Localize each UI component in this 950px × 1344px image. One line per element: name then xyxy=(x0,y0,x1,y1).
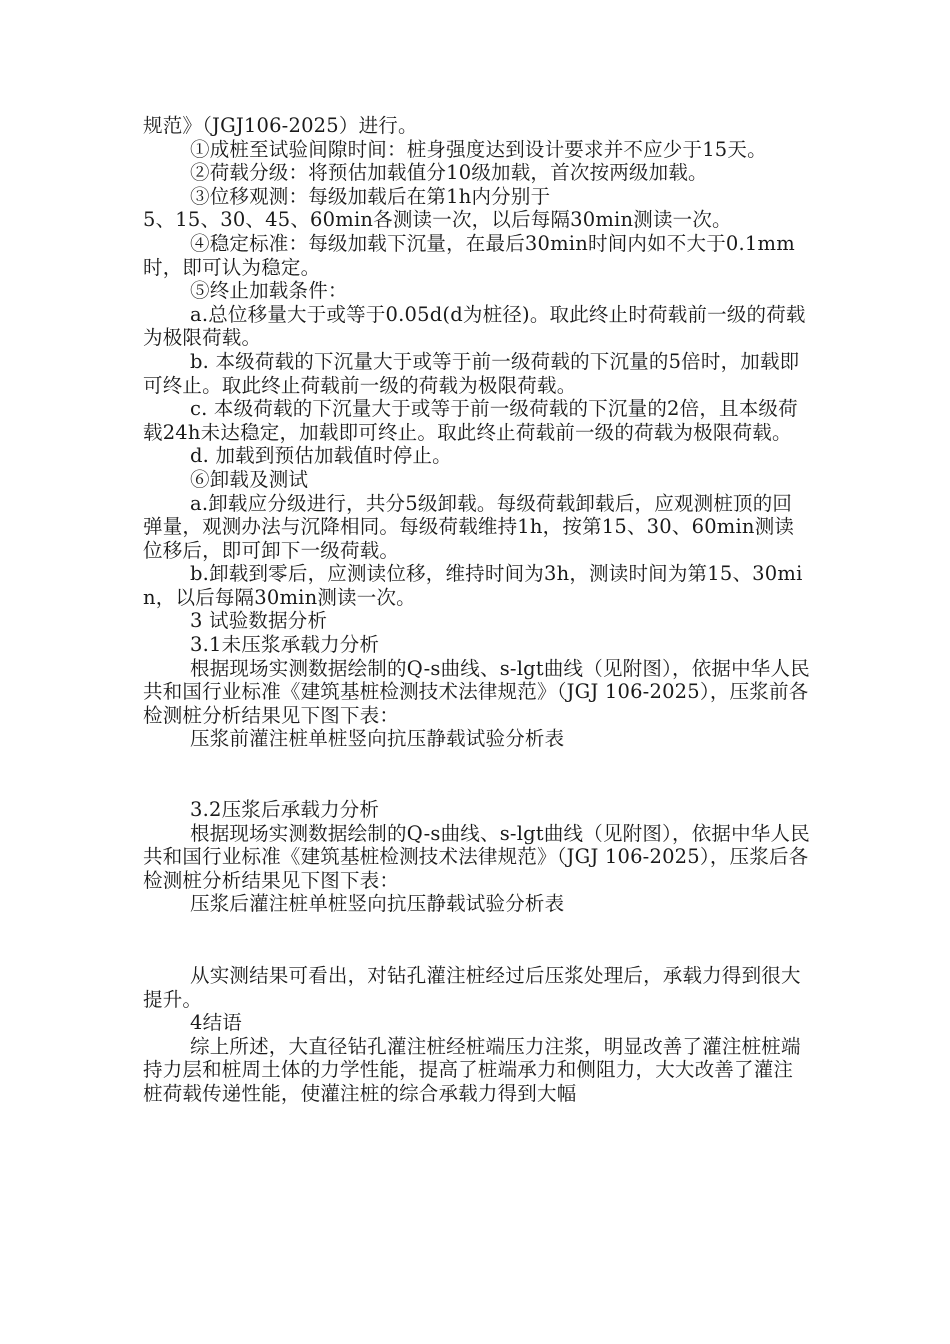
paragraph-unloading-heading: ⑥卸载及测试 xyxy=(190,467,309,491)
paragraph-condition-a: a.总位移量大于或等于0.05d(d为桩径)。取此终止时荷载前一级的荷载为极限荷载。 xyxy=(143,302,806,350)
paragraph-unloading-b: b.卸载到零后，应测读位移，维持时间为3h，测读时间为第15、30min，以后每隔30min测读一次。 xyxy=(143,562,803,609)
blank-space xyxy=(143,916,811,964)
paragraph-after-grouting-analysis: 根据现场实测数据绘制的Q-s曲线、s-lgt曲线（见附图），依据中华人民共和国行业标准《建筑基桩检测技术法律规范》（JGJ 106-2025），压浆后各检测桩分析结果见下图下表： xyxy=(143,821,810,892)
blank-space xyxy=(143,751,811,798)
section-heading-data-analysis: 3 试验数据分析 xyxy=(190,609,328,633)
document-body xyxy=(143,114,811,1106)
paragraph-condition-b: b. 本级荷载的下沉量大于或等于前一级荷载的下沉量的5倍时，加载即可终止。取此终止荷载前一级的荷载为极限荷载。 xyxy=(143,349,800,397)
paragraph-interval-time: ①成桩至试验间隙时间：桩身强度达到设计要求并不应少于15天。 xyxy=(190,137,767,161)
table-caption-after-grouting: 压浆后灌注桩单桩竖向抗压静载试验分析表 xyxy=(190,892,565,916)
paragraph-load-grading: ②荷载分级：将预估加载值分10级加载，首次按两级加载。 xyxy=(190,161,708,185)
paragraph-condition-d: d. 加载到预估加载值时停止。 xyxy=(190,444,452,468)
paragraph-reading-times: 5、15、30、45、60min各测读一次，以后每隔30min测读一次。 xyxy=(143,208,732,232)
section-heading-conclusion: 4结语 xyxy=(190,1011,243,1035)
paragraph-termination-conditions: ⑤终止加载条件： xyxy=(190,279,348,303)
paragraph-conclusion: 综上所述，大直径钻孔灌注桩经桩端压力注浆，明显改善了灌注桩桩端持力层和桩周土体的力学性能，提高了桩端承力和侧阻力，大大改善了灌注桩荷载传递性能，使灌注桩的综合承载力得到大幅 xyxy=(143,1034,801,1105)
paragraph-results-summary: 从实测结果可看出，对钻孔灌注桩经过后压浆处理后，承载力得到很大提升。 xyxy=(143,964,801,1011)
subsection-heading-before-grouting: 3.1未压浆承载力分析 xyxy=(190,633,380,657)
subsection-heading-after-grouting: 3.2压浆后承载力分析 xyxy=(190,798,380,822)
paragraph-before-grouting-analysis: 根据现场实测数据绘制的Q-s曲线、s-lgt曲线（见附图），依据中华人民共和国行业标准《建筑基桩检测技术法律规范》（JGJ 106-2025），压浆前各检测桩分析结果见下图下表： xyxy=(143,656,810,727)
table-caption-before-grouting: 压浆前灌注桩单桩竖向抗压静载试验分析表 xyxy=(190,727,565,751)
paragraph-displacement-observation: ③位移观测：每级加载后在第1h内分别于 xyxy=(190,184,551,208)
paragraph-condition-c: c. 本级荷载的下沉量大于或等于前一级荷载的下沉量的2倍，且本级荷载24h未达稳定，加载即可终止。取此终止荷载前一级的荷载为极限荷载。 xyxy=(143,397,798,444)
paragraph-stability-criterion: ④稳定标准：每级加载下沉量，在最后30min时间内如不大于0.1mm时，即可认为稳定。 xyxy=(143,231,795,279)
paragraph-unloading-a: a.卸载应分级进行，共分5级卸载。每级荷载卸载后，应观测桩顶的回弹量，观测办法与沉降相同。每级荷载维持1h，按第15、30、60min测读位移后，即可卸下一级荷载。 xyxy=(143,491,795,562)
paragraph-spec-reference: 规范》（JGJ106-2025）进行。 xyxy=(143,114,418,137)
